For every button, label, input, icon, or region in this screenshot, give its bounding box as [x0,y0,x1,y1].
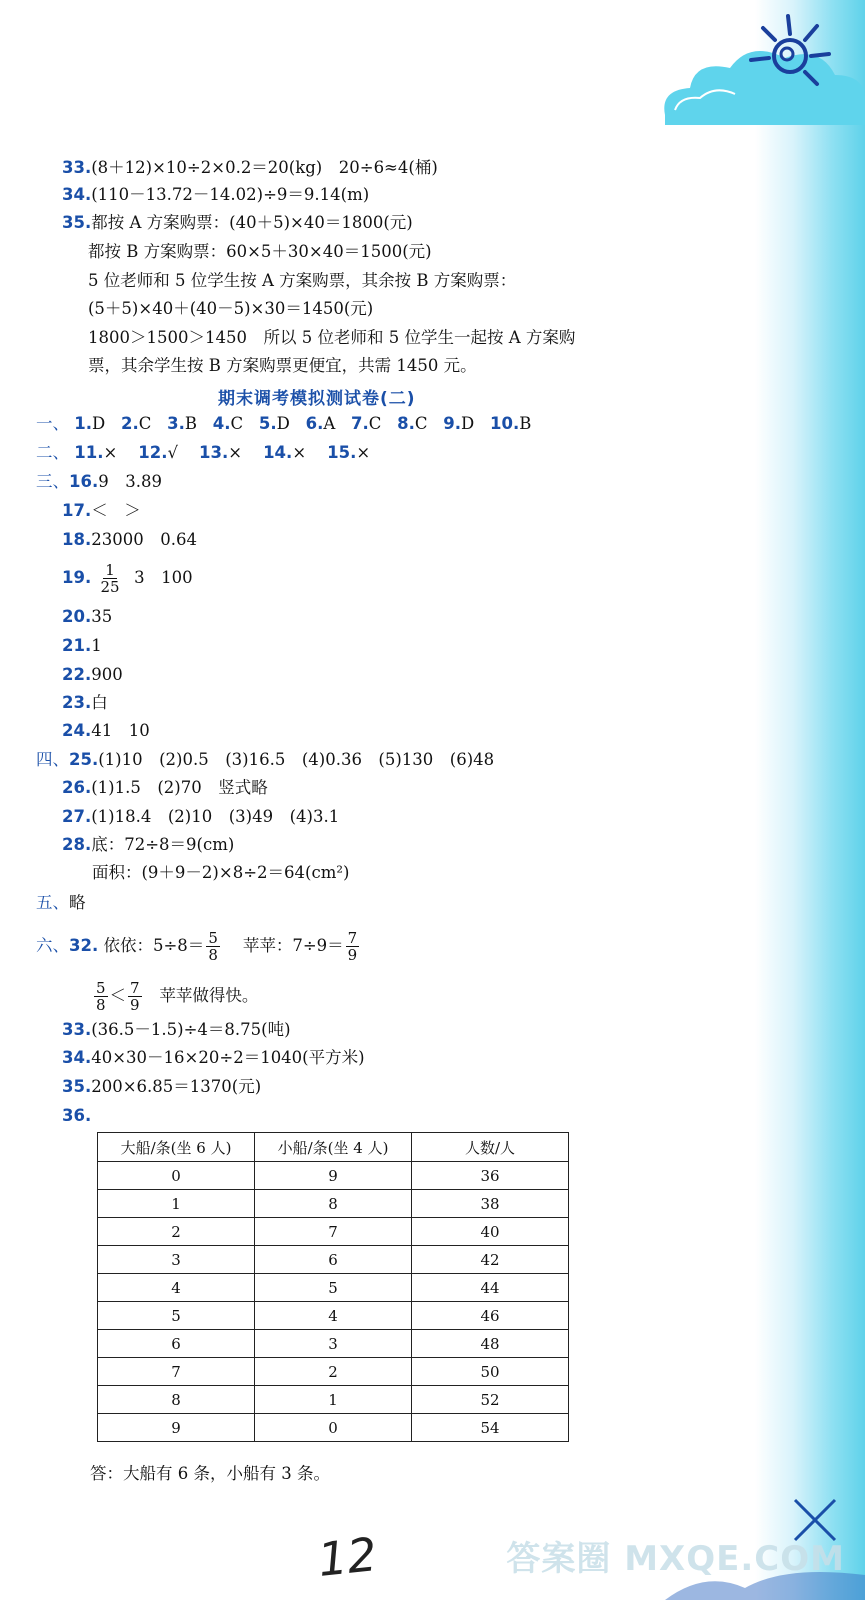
table-cell: 7 [255,1218,412,1246]
page-number: 12 [315,1527,380,1587]
table-cell: 5 [98,1302,255,1330]
table-cell: 54 [412,1414,569,1442]
table-row [98,1302,569,1330]
calc-answer: 四、25.(1)10 (2)0.5 (3)16.5 (4)0.36 (5)130 (6)48 [36,750,495,769]
column-header: 人数/人 [412,1133,569,1162]
table-cell: 46 [412,1302,569,1330]
table-cell: 2 [255,1358,412,1386]
calc-answer: 面积：(9＋9－2)×8÷2＝64(cm²) [92,863,350,882]
answer-line: 1800＞1500＞1450 所以 5 位老师和 5 位学生一起按 A 方案购 [88,328,576,347]
fill-answer: 20.35 [62,607,113,626]
watermark: 答案圈 MXQE.COM [506,1539,845,1579]
sun-icon [745,8,835,88]
answer-line: 33.(8＋12)×10÷2×0.2＝20(kg) 20÷6≈4(桶) [62,158,438,177]
table-row [98,1330,569,1358]
table-row [98,1162,569,1190]
calc-answer: 27.(1)18.4 (2)10 (3)49 (4)3.1 [62,807,340,826]
table-row [98,1246,569,1274]
table-cell: 1 [255,1386,412,1414]
fraction: $\frac{1}{25}$ [100,561,120,596]
column-header: 大船/条(坐 6 人) [98,1133,255,1162]
answer-line: 都按 B 方案购票：60×5＋30×40＝1500(元) [88,242,432,261]
table-cell: 38 [412,1190,569,1218]
answer-line: 34.(110－13.72－14.02)÷9＝9.14(m) [62,185,370,204]
table-cell: 8 [98,1386,255,1414]
calc-answer: 26.(1)1.5 (2)70 竖式略 [62,778,268,797]
table-cell: 6 [255,1246,412,1274]
table-cell: 48 [412,1330,569,1358]
fill-answer: 22.900 [62,665,123,684]
fill-answer: 18.23000 0.64 [62,530,197,549]
answer-line: (5＋5)×40＋(40－5)×30＝1450(元) [88,299,374,318]
mc-answers-row: 一、 1.D 2.C 3.B 4.C 5.D 6.A 7.C 8.C 9.D 10.B [36,414,532,433]
fill-answer: 23.白 [62,693,108,712]
fill-answer: 21.1 [62,636,102,655]
table-cell: 9 [98,1414,255,1442]
section-title: 期末调考模拟测试卷(二) [218,389,416,409]
table-cell: 8 [255,1190,412,1218]
q32-compare: $\frac{5}{8}$ ＜ $\frac{7}{9}$ 苹苹做得快。 [96,979,259,1014]
table-cell: 3 [98,1246,255,1274]
tf-answers-row: 二、 11.× 12.√ 13.× 14.× 15.× [36,443,371,462]
table-cell: 6 [98,1330,255,1358]
final-answer: 答：大船有 6 条，小船有 3 条。 [90,1464,330,1483]
table-cell: 2 [98,1218,255,1246]
section-five: 五、略 [36,893,86,912]
decorative-side-band [755,0,865,1600]
answer-line: 5 位老师和 5 位学生按 A 方案购票，其余按 B 方案购票： [88,271,517,290]
table-cell: 0 [255,1414,412,1442]
table-row [98,1274,569,1302]
boat-table [97,1132,569,1442]
answer-line: 34.40×30－16×20÷2＝1040(平方米) [62,1048,365,1067]
table-cell: 7 [98,1358,255,1386]
fill-answer: 三、16.9 3.89 [36,472,162,491]
table-header-row [98,1133,569,1162]
answer-line: 33.(36.5－1.5)÷4＝8.75(吨) [62,1020,291,1039]
table-cell: 3 [255,1330,412,1358]
table-cell: 0 [98,1162,255,1190]
table-cell: 4 [255,1302,412,1330]
fill-answer: 24.41 10 [62,721,150,740]
table-cell: 40 [412,1218,569,1246]
table-cell: 44 [412,1274,569,1302]
table-cell: 50 [412,1358,569,1386]
calc-answer: 28.底：72÷8＝9(cm) [62,835,235,854]
table-cell: 9 [255,1162,412,1190]
fraction: $\frac{7}{9}$ [130,979,140,1014]
table-row [98,1386,569,1414]
fraction: $\frac{5}{8}$ [208,929,218,964]
table-row [98,1190,569,1218]
column-header: 小船/条(坐 4 人) [255,1133,412,1162]
table-row [98,1358,569,1386]
table-row [98,1414,569,1442]
fill-answer: 17.＜ ＞ [62,501,141,520]
answer-line: 35.都按 A 方案购票：(40＋5)×40＝1800(元) [62,213,413,232]
fraction: $\frac{5}{8}$ [96,979,106,1014]
answer-line: 36. [62,1106,92,1125]
table-cell: 42 [412,1246,569,1274]
table-cell: 36 [412,1162,569,1190]
answer-line: 票，其余学生按 B 方案购票更便宜，共需 1450 元。 [88,356,477,375]
table-cell: 4 [98,1274,255,1302]
answer-line: 35.200×6.85＝1370(元) [62,1077,262,1096]
fill-answer: 19. $\frac{1}{25}$ 3 100 [62,561,193,596]
fraction: $\frac{7}{9}$ [347,929,358,964]
table-cell: 1 [98,1190,255,1218]
table-cell: 5 [255,1274,412,1302]
table-row [98,1218,569,1246]
table-cell: 52 [412,1386,569,1414]
q32-answer: 六、32. 依依：5÷8＝ $\frac{5}{8}$ 苹苹：7÷9＝ $\frac{7}{9}$ [36,929,358,964]
